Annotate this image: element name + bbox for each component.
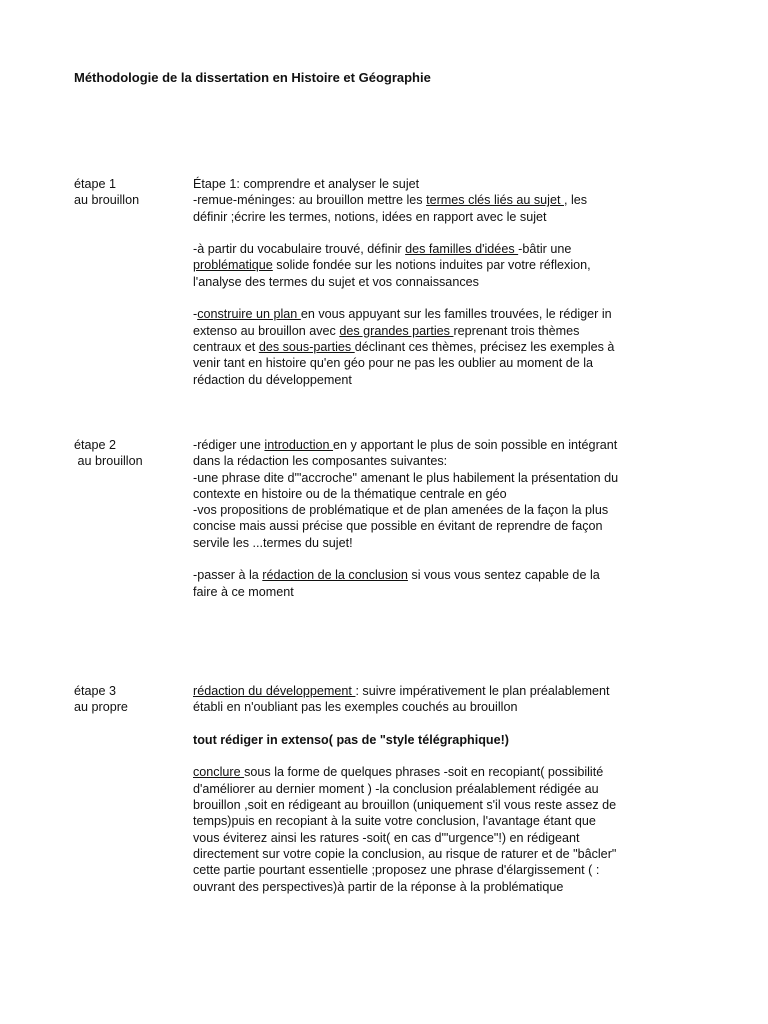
step-1-label-line2: au brouillon: [74, 193, 140, 208]
step-1-label-line1: étape 1: [74, 177, 117, 191]
step-3-label-line1: étape 3: [74, 684, 117, 698]
step-1-paragraph-3: -construire un plan en vous appuyant sur les familles trouvées, le rédiger in extenso au brouillon avec des grandes parties reprenant trois thèmes centraux et des sous-parties déclinant ces thèmes, précisez les exemples à venir tant en histoire qu'en géo pour ne pas les oublier au moment de la rédaction du développement: [193, 307, 615, 387]
step-3-paragraph-1: rédaction du développement : suivre impérativement le plan préalablement établi en n'oubliant pas les exemples couchés au brouillon: [193, 684, 610, 715]
step-1-paragraph-1: -remue-méninges: au brouillon mettre les termes clés liés au sujet , les définir ;écrire les termes, notions, idées en rapport avec le sujet: [193, 193, 588, 224]
step-1-label: [74, 176, 184, 209]
document-title: Méthodologie de la dissertation en Histoire et Géographie: [74, 70, 431, 85]
step-1-heading: Étape 1: comprendre et analyser le sujet: [193, 177, 420, 191]
step-3-label-line2: au propre: [74, 700, 128, 715]
step-3-label: [74, 683, 184, 716]
step-2-paragraph-1: -rédiger une introduction en y apportant le plus de soin possible en intégrant dans la rédaction les composantes suivantes:: [193, 438, 618, 469]
step-2-body: [193, 437, 623, 600]
step-2-label: [74, 437, 184, 470]
step-3-bold-instruction: tout rédiger in extenso( pas de "style télégraphique!): [193, 732, 509, 747]
step-2-item-accroche: -une phrase dite d'"accroche" amenant le plus habilement la présentation du contexte en histoire ou de la thématique centrale en géo: [193, 470, 619, 501]
step-1-body: [193, 176, 623, 388]
step-3-body: [193, 683, 623, 895]
step-3-paragraph-conclusion: conclure sous la forme de quelques phrases -soit en recopiant( possibilité d'améliorer au dernier moment ) -la conclusion préalablement rédigée au brouillon ,soit en rédigeant au brouillon (uniquement s'il vous reste assez de temps)puis en recopiant à la suite votre conclusion, l'avantage étant que vous éviterez ainsi les ratures -soit( en cas d'"urgence"!) en rédigeant directement sur votre copie la conclusion, au risque de raturer et de "bâcler" cette partie pourtant essentielle ;proposez une phrase d'élargissement ( : ouvrant des perspectives)à partir de la réponse à la problématique: [193, 765, 617, 894]
step-2-paragraph-2: -passer à la rédaction de la conclusion si vous vous sentez capable de la faire à ce moment: [193, 568, 600, 599]
step-2-item-problematique: -vos propositions de problématique et de plan amenées de la façon la plus concise mais aussi précise que possible en évitant de reprendre de façon servile les ...termes du sujet!: [193, 503, 609, 550]
step-1-paragraph-2: -à partir du vocabulaire trouvé, définir des familles d'idées -bâtir une problématique solide fondée sur les notions induites par votre réflexion, l'analyse des termes du sujet et vos connaissances: [193, 242, 591, 289]
step-2-label-line1: étape 2: [74, 438, 117, 452]
step-2-label-line2: au brouillon: [74, 454, 143, 469]
